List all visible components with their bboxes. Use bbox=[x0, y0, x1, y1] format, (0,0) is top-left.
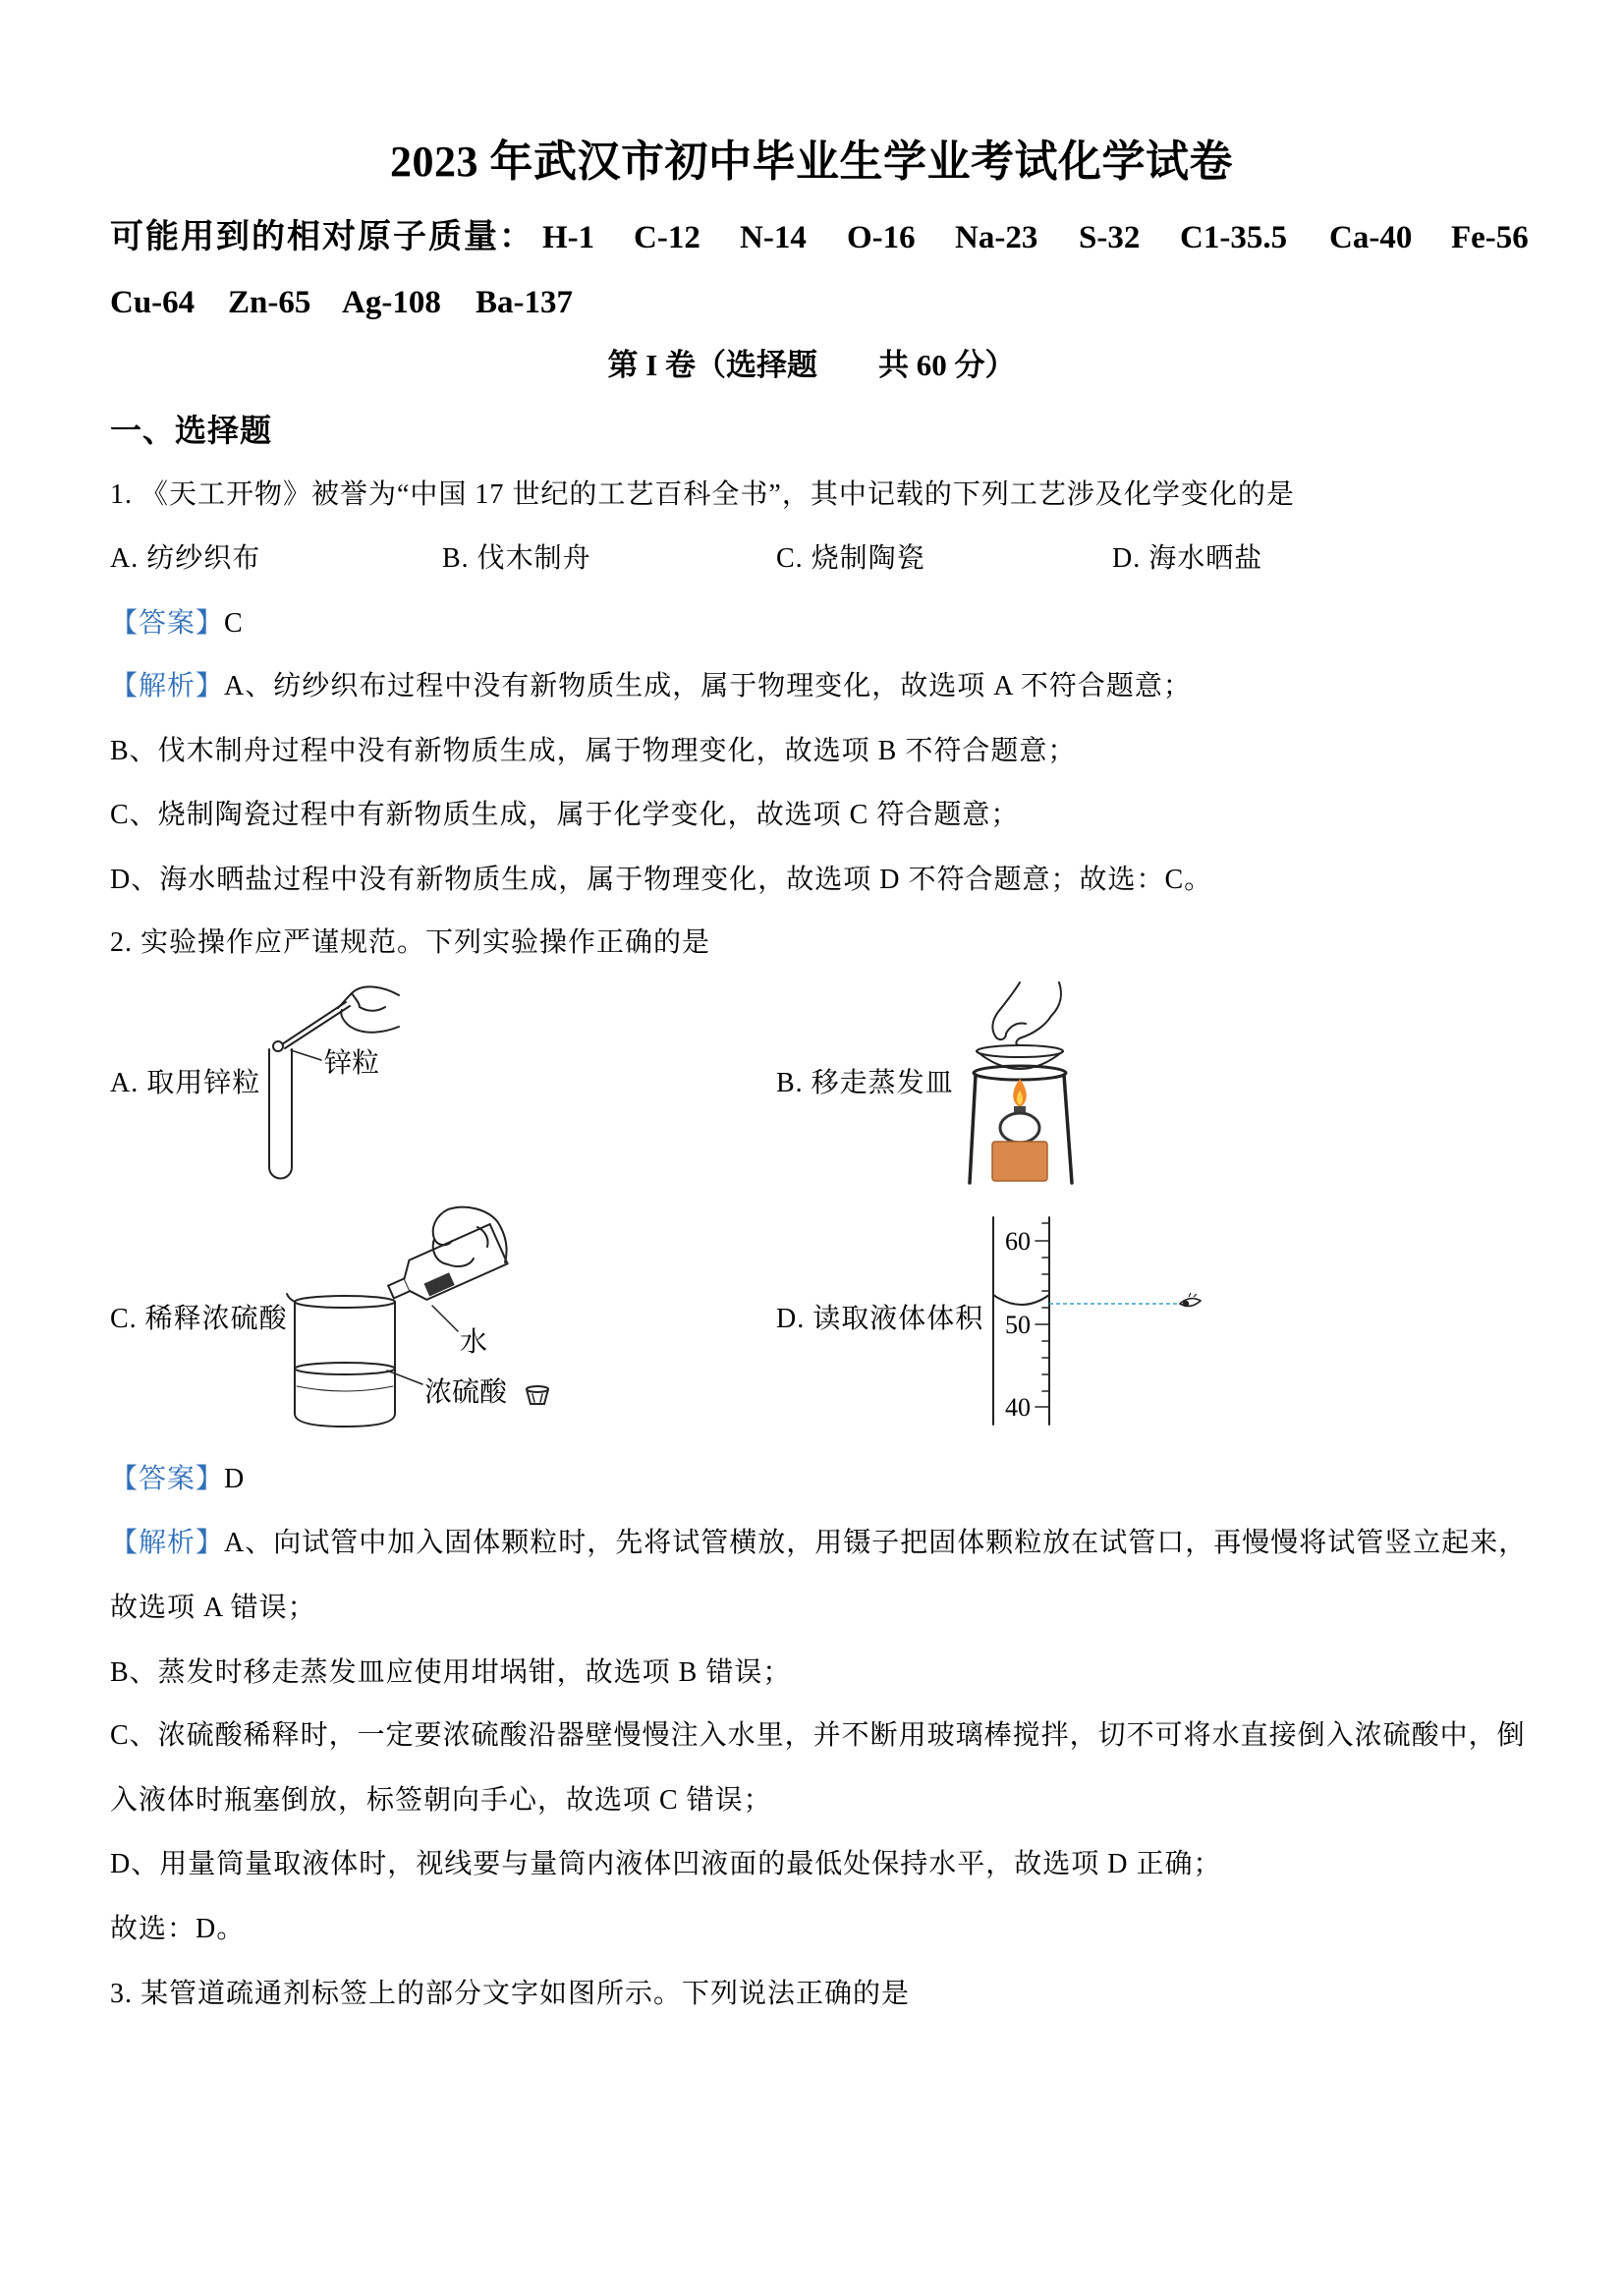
acid-label: 浓硫酸 bbox=[424, 1377, 508, 1408]
beaker-spout bbox=[287, 1294, 295, 1302]
figure-b-evaporating-dish bbox=[963, 980, 1081, 1189]
exam-title: 2023 年武汉市初中毕业生学业考试化学试卷 bbox=[390, 138, 1233, 186]
q1-option-d: D. 海水晒盐 bbox=[1112, 543, 1263, 574]
answer-tag: 【答案】 bbox=[110, 1464, 225, 1494]
answer-value: D bbox=[224, 1464, 246, 1494]
beaker-rim bbox=[295, 1296, 395, 1308]
reagent-bottle bbox=[382, 1224, 508, 1312]
atomic-mass-item: H-1 bbox=[542, 220, 595, 255]
atomic-mass-item: Zn-65 bbox=[228, 285, 311, 320]
q2-analysis-line: 故选：D。 bbox=[110, 1914, 246, 1944]
q2-option-b: B. 移走蒸发皿 bbox=[776, 1068, 954, 1098]
q2-analysis-line bbox=[110, 1527, 1527, 1560]
q2-analysis-line: C、浓硫酸稀释时，一定要浓硫酸沿器壁慢慢注入水里，并不断用玻璃棒搅拌，切不可将水直接倒入浓硫酸中，倒 bbox=[110, 1720, 1526, 1751]
q2-option-d: D. 读取液体体积 bbox=[776, 1304, 984, 1334]
test-tube bbox=[269, 1049, 292, 1179]
q1-answer bbox=[110, 607, 244, 641]
q2-stem: 2. 实验操作应严谨规范。下列实验操作正确的是 bbox=[110, 927, 711, 958]
atomic-mass-label: 可能用到的相对原子质量： bbox=[110, 219, 534, 255]
q1-option-b: B. 伐木制舟 bbox=[442, 543, 591, 574]
q3-stem: 3. 某管道疏通剂标签上的部分文字如图所示。下列说法正确的是 bbox=[110, 1979, 911, 2009]
atomic-mass-item: Na-23 bbox=[955, 220, 1038, 255]
q1-option-a: A. 纺纱织布 bbox=[110, 543, 261, 574]
alcohol-lamp bbox=[1000, 1113, 1039, 1143]
q1-analysis-line: B、伐木制舟过程中没有新物质生成，属于物理变化，故选项 B 不符合题意； bbox=[110, 736, 1077, 766]
scale-ticks bbox=[1035, 1223, 1049, 1407]
q2-option-a: A. 取用锌粒 bbox=[110, 1068, 261, 1098]
atomic-mass-item: Ba-137 bbox=[476, 285, 573, 320]
answer-tag: 【答案】 bbox=[110, 608, 225, 639]
evaporating-dish-rim bbox=[977, 1045, 1063, 1057]
q2-analysis-line: D、用量筒量取液体时，视线要与量筒内液体凹液面的最低处保持水平，故选项 D 正确； bbox=[110, 1849, 1222, 1879]
analysis-text: A、纺纱织布过程中没有新物质生成，属于物理变化，故选项 A 不符合题意； bbox=[224, 671, 1192, 701]
q2-analysis-line: 入液体时瓶塞倒放，标签朝向手心，故选项 C 错误； bbox=[110, 1785, 772, 1816]
tick-label: 60 bbox=[1005, 1227, 1031, 1256]
meniscus bbox=[993, 1295, 1049, 1305]
atomic-mass-item: Ca-40 bbox=[1329, 220, 1413, 255]
figure-c-dilute-acid bbox=[285, 1204, 565, 1439]
eye-icon bbox=[1180, 1293, 1201, 1307]
hand bbox=[992, 982, 1061, 1045]
atomic-mass-item: C-12 bbox=[634, 220, 700, 255]
liquid-surface bbox=[295, 1363, 395, 1374]
atomic-mass-item: O-16 bbox=[847, 220, 916, 255]
tweezers bbox=[282, 1002, 350, 1048]
analysis-tag: 【解析】 bbox=[110, 671, 225, 701]
atomic-mass-item: Ag-108 bbox=[342, 285, 441, 320]
q1-option-c: C. 烧制陶瓷 bbox=[776, 543, 925, 574]
figure-a-zinc-granule bbox=[261, 978, 409, 1189]
bottle-stopper-icon bbox=[527, 1386, 548, 1404]
water-leader-line bbox=[432, 1306, 458, 1331]
analysis-text: A、向试管中加入固体颗粒时，先将试管横放，用镊子把固体颗粒放在试管口，再慢慢将试管竖立起来， bbox=[224, 1528, 1528, 1558]
label-leader-line bbox=[291, 1050, 321, 1060]
q2-analysis-line: B、蒸发时移走蒸发皿应使用坩埚钳，故选项 B 错误； bbox=[110, 1657, 792, 1688]
liquid-line bbox=[297, 1386, 393, 1391]
atomic-mass-item: N-14 bbox=[740, 220, 807, 255]
zinc-label: 锌粒 bbox=[324, 1048, 380, 1079]
q1-analysis-line: C、烧制陶瓷过程中有新物质生成，属于化学变化，故选项 C 符合题意； bbox=[110, 800, 1020, 830]
figure-d-graduated-cylinder bbox=[982, 1210, 1208, 1431]
part-title: 一、选择题 bbox=[110, 413, 273, 448]
acid-leader-line bbox=[387, 1371, 422, 1384]
q2-answer bbox=[110, 1463, 245, 1496]
q1-stem: 1. 《天工开物》被誉为“中国 17 世纪的工艺百科全书”，其中记载的下列工艺涉及化学变化的是 bbox=[110, 479, 1295, 510]
atomic-mass-item: Cu-64 bbox=[110, 285, 196, 320]
q2-analysis-line: 故选项 A 错误； bbox=[110, 1593, 316, 1623]
zinc-granule bbox=[273, 1041, 283, 1051]
water-label: 水 bbox=[460, 1327, 488, 1358]
atomic-mass-item: C1-35.5 bbox=[1180, 220, 1288, 255]
tick-label: 40 bbox=[1005, 1393, 1031, 1422]
analysis-tag: 【解析】 bbox=[110, 1528, 225, 1558]
tick-label: 50 bbox=[1005, 1311, 1031, 1339]
section-header: 第 I 卷（选择题 共 60 分） bbox=[607, 348, 1016, 382]
q1-analysis-line bbox=[110, 670, 1192, 703]
q1-analysis-line: D、海水晒盐过程中没有新物质生成，属于物理变化，故选项 D 不符合题意；故选：C。 bbox=[110, 865, 1213, 895]
atomic-mass-item: S-32 bbox=[1079, 220, 1141, 255]
atomic-mass-item: Fe-56 bbox=[1451, 220, 1529, 255]
q2-option-c: C. 稀释浓硫酸 bbox=[110, 1304, 288, 1334]
lamp-base-block bbox=[992, 1142, 1047, 1181]
answer-value: C bbox=[224, 608, 244, 639]
hand bbox=[338, 986, 399, 1032]
